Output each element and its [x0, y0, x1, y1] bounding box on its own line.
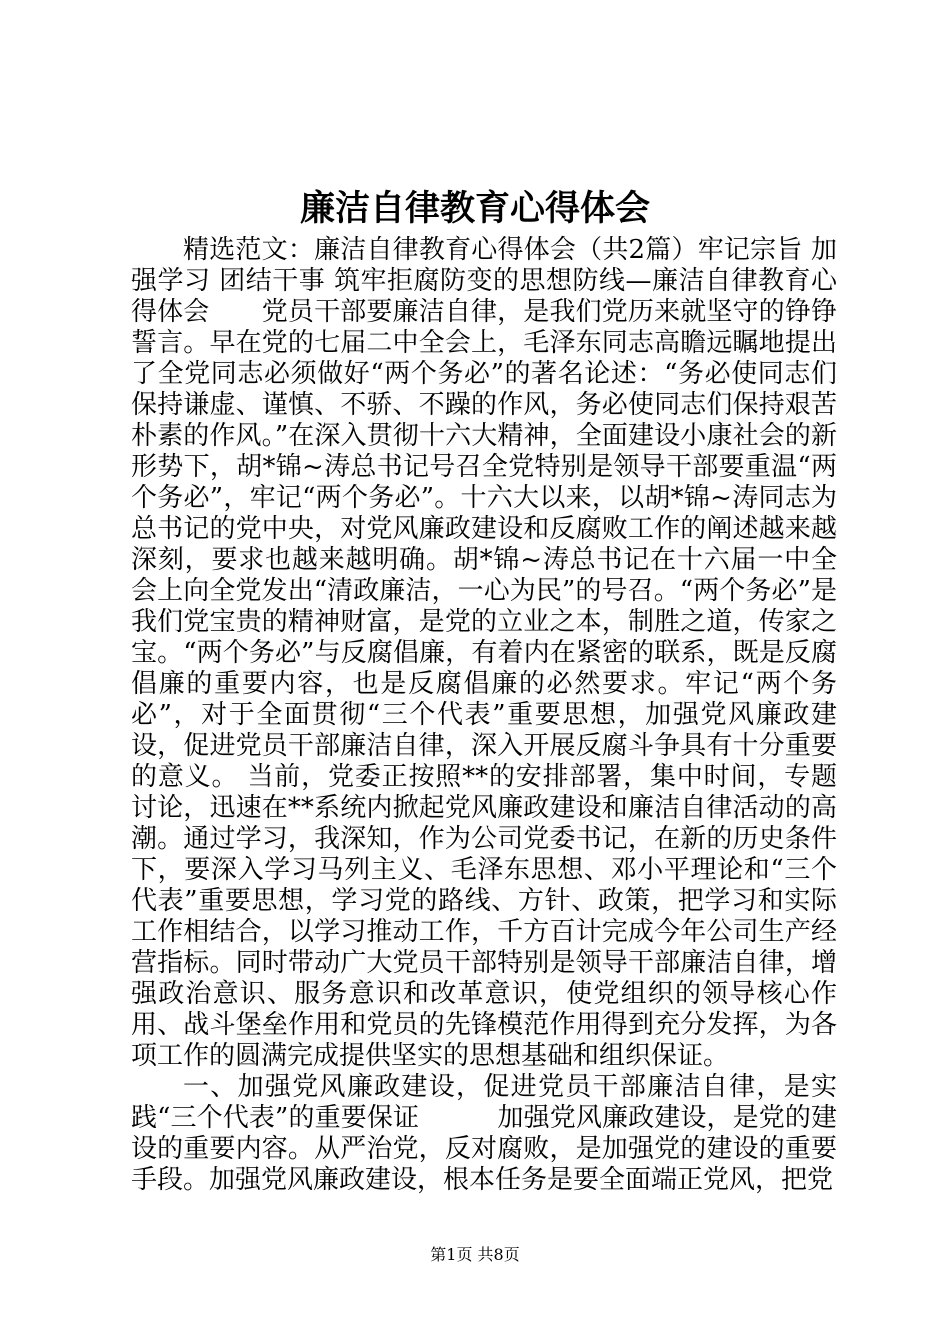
paragraph-1: 精选范文：廉洁自律教育心得体会（共2篇）牢记宗旨 加强学习 团结干事 筑牢拒腐防变的思想防线—廉洁自律教育心得体会 党员干部要廉洁自律，是我们党历来就坚守的铮铮誓言。早在党的七届二中全会上，毛泽东同志高瞻远瞩地提出了全党同志必须做好“两个务必”的著名论述：“务必使同志们保持谦虚、谨慎、不骄、不躁的作风，务必使同志们保持艰苦朴素的作风。”在深入贯彻十六大精神，全面建设小康社会的新形势下，胡*锦~涛总书记号召全党特别是领导干部要重温“两个务必”，牢记“两个务必”。十六大以来，以胡*锦~涛同志为总书记的党中央，对党风廉政建设和反腐败工作的阐述越来越深刻，要求也越来越明确。胡*锦~涛总书记在十六届一中全会上向全党发出“清政廉洁，一心为民”的号召。“两个务必”是我们党宝贵的精神财富，是党的立业之本，制胜之道，传家之宝。“两个务必”与反腐倡廉，有着内在紧密的联系，既是反腐倡廉的重要内容，也是反腐倡廉的必然要求。牢记“两个务必”，对于全面贯彻“三个代表”重要思想，加强党风廉政建设，促进党员干部廉洁自律，深入开展反腐斗争具有十分重要的意义。 当前，党委正按照**的安排部署，集中时间，专题讨论，迅速在**系统内掀起党风廉政建设和廉洁自律活动的高潮。通过学习，我深知，作为公司党委书记，在新的历史条件下，要深入学习马列主义、毛泽东思想、邓小平理论和“三个代表”重要思想，学习党的路线、方针、政策，把学习和实际工作相结合，以学习推动工作，千方百计完成今年公司生产经营指标。同时带动广大党员干部特别是领导干部廉洁自律，增强政治意识、服务意识和改革意识，使党组织的领导核心作用、战斗堡垒作用和党员的先锋模范作用得到充分发挥，为各项工作的圆满完成提供坚实的思想基础和组织保证。	[131, 235, 837, 1071]
document-body	[131, 235, 837, 1196]
page-footer: 第1页 共8页	[430, 1245, 520, 1264]
paragraph-2: 一、加强党风廉政建设，促进党员干部廉洁自律，是实践“三个代表”的重要保证 加强党风廉政建设，是党的建设的重要内容。从严治党，反对腐败，是加强党的建设的重要手段。加强党风廉政建设，根本任务是要全面端正党风，把党	[131, 1072, 837, 1195]
document-title: 廉洁自律教育心得体会	[299, 189, 650, 229]
